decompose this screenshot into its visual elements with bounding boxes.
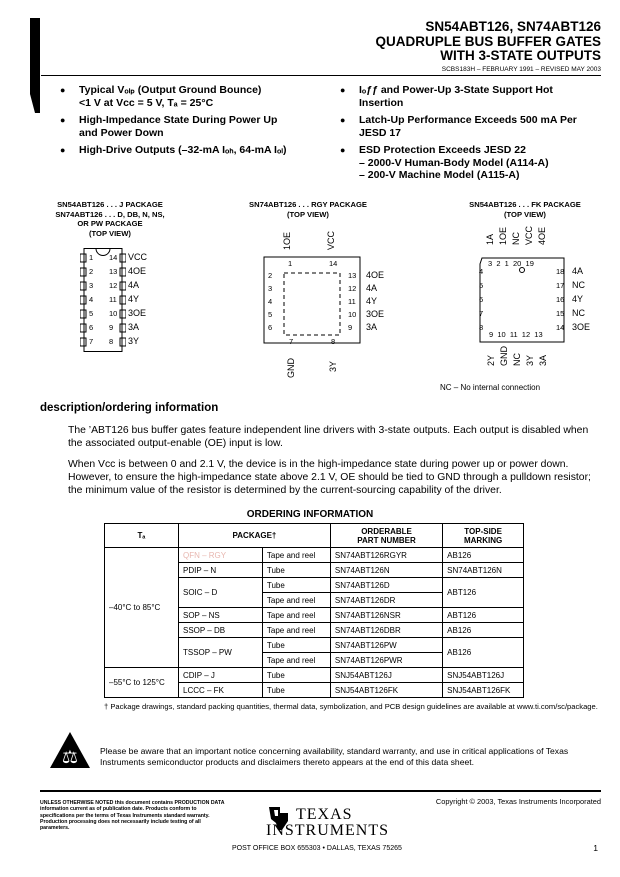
pin-number: 11 xyxy=(348,297,356,306)
svg-text:⚖: ⚖ xyxy=(61,747,79,768)
pin-number: 8 xyxy=(479,323,484,332)
pin-name: 4A xyxy=(366,283,378,293)
pin-number: 9 xyxy=(109,323,114,332)
j-package-title: SN54ABT126 . . . J PACKAGE SN74ABT126 . . . D, DB, N, NS, OR PW PACKAGE (TOP VIEW) xyxy=(55,200,165,238)
pin-pad xyxy=(80,324,86,332)
pin-name-vertical: GND xyxy=(499,346,509,366)
page-number: 1 xyxy=(593,843,598,853)
pin-number: 3 xyxy=(268,284,273,293)
copyright: Copyright © 2003, Texas Instruments Incorporated xyxy=(435,797,601,806)
pkg-cell: PDIP – N xyxy=(179,563,263,578)
pin-number: 16 xyxy=(556,295,565,304)
part-cell: SN74ABT126PWR xyxy=(330,653,442,668)
pin-number: 8 xyxy=(109,337,114,346)
logo-instruments: INSTRUMENTS xyxy=(266,822,390,839)
col-part: ORDERABLE PART NUMBER xyxy=(330,524,442,548)
pin-name-vertical: GND xyxy=(286,358,296,378)
pin-name-vertical: 2Y xyxy=(486,354,496,366)
pin-name: 3A xyxy=(128,322,140,332)
pin-pad xyxy=(80,310,86,318)
pin-name: 4Y xyxy=(128,294,140,304)
feature-item: ● Typical Vₒₗₚ (Output Ground Bounce) <1 V at Vᴄᴄ = 5 V, Tₐ = 25°C xyxy=(60,84,330,109)
pin-number: 9 xyxy=(348,323,353,332)
pin-name: 3OE xyxy=(572,322,591,332)
col-marking: TOP-SIDE MARKING xyxy=(443,524,524,548)
description-heading: description/ordering information xyxy=(40,402,219,414)
pin-number: 6 xyxy=(268,323,273,332)
pin-name: 3Y xyxy=(128,336,140,346)
pin-number: 13 xyxy=(348,271,357,280)
part-cell: SNJ54ABT126J xyxy=(330,668,442,683)
pin-number: 2 xyxy=(268,271,273,280)
pin-number: 4 xyxy=(89,295,94,304)
pin-pad xyxy=(120,282,126,290)
part-cell: SN74ABT126D xyxy=(330,578,442,593)
esd-sub-item: – 2000-V Human-Body Model (A114-A) xyxy=(359,156,549,169)
pin-name-vertical: NC xyxy=(512,353,522,366)
pin-number-row: 3 2 1 20 19 xyxy=(488,259,534,268)
pkg-cell: SSOP – DB xyxy=(179,623,263,638)
pin-number: 7 xyxy=(89,337,94,346)
pin-number: 4 xyxy=(479,267,484,276)
pkg-cell: TSSOP – PW xyxy=(179,638,263,668)
header-rule xyxy=(41,75,601,76)
pkg-cell: LCCC – FK xyxy=(179,683,263,698)
ta-range: –55°C to 125°C xyxy=(105,668,179,698)
pin-pad xyxy=(120,268,126,276)
fk-package-title: SN54ABT126 . . . FK PACKAGE (TOP VIEW) xyxy=(469,200,581,219)
esd-sublist xyxy=(359,157,610,182)
media-cell: Tape and reel xyxy=(262,623,330,638)
pin-name-vertical: 3Y xyxy=(328,360,338,372)
table-footnote: † Package drawings, standard packing quantities, thermal data, symbolization, and PCB design guidelines are available at www.ti.com/sc/package. xyxy=(104,702,598,711)
part-cell: SNJ54ABT126FK xyxy=(330,683,442,698)
mark-cell: SNJ54ABT126J xyxy=(443,668,524,683)
pin-name: NC xyxy=(572,308,585,318)
pin-name: 3OE xyxy=(366,309,385,319)
pin-number: 14 xyxy=(329,259,338,268)
mark-cell: SN74ABT126N xyxy=(443,563,524,578)
pin-name-vertical: 1OE xyxy=(282,231,292,250)
pin-number: 7 xyxy=(289,337,294,346)
pin-pad xyxy=(120,338,126,346)
rgy-package-outline xyxy=(262,255,362,375)
feature-item: ● ESD Protection Exceeds JESD 22 – 2000-V Human-Body Model (A114-A) – 200-V Machine Model (A115-A) xyxy=(340,144,610,182)
pin-number: 7 xyxy=(479,309,484,318)
part-cell: SN74ABT126DR xyxy=(330,593,442,608)
pin-name: 4OE xyxy=(128,266,147,276)
media-cell: Tube xyxy=(262,668,330,683)
pin-name-vertical: VCC xyxy=(326,230,336,250)
part-cell: SN74ABT126DBR xyxy=(330,623,442,638)
media-cell: Tube xyxy=(262,638,330,653)
pin-name: 3A xyxy=(366,322,378,332)
part-number-line: SN54ABT126, SN74ABT126 xyxy=(425,19,601,34)
pin-name-vertical: 1OE xyxy=(498,226,508,245)
pin-name-vertical: VCC xyxy=(524,225,534,245)
pin-name-vertical: NC xyxy=(511,232,521,245)
pin-name-vertical: 4OE xyxy=(537,226,547,245)
pin-name-vertical: 1A xyxy=(485,233,495,245)
j-package-outline xyxy=(80,248,126,352)
pin-number: 5 xyxy=(89,309,94,318)
pin-name: VCC xyxy=(128,252,148,262)
features-left xyxy=(60,84,330,162)
pin-pad xyxy=(120,254,126,262)
document-revision-line: SCBS183H – FEBRUARY 1991 – REVISED MAY 2003 xyxy=(441,66,601,73)
pin-number: 10 xyxy=(109,309,118,318)
media-cell: Tube xyxy=(262,683,330,698)
pin-pad xyxy=(80,254,86,262)
col-package: PACKAGE† xyxy=(179,524,331,548)
pin-number: 14 xyxy=(109,253,118,262)
features-right xyxy=(340,84,610,187)
pin-pad xyxy=(80,296,86,304)
media-cell: Tube xyxy=(262,563,330,578)
media-cell: Tape and reel xyxy=(262,593,330,608)
rgy-package-title: SN74ABT126 . . . RGY PACKAGE (TOP VIEW) xyxy=(249,200,367,219)
mark-cell: AB126 xyxy=(443,548,524,563)
pin-name: 4A xyxy=(572,266,584,276)
mark-cell: ABT126 xyxy=(443,608,524,623)
mark-cell: AB126 xyxy=(443,638,524,668)
pin-number: 18 xyxy=(556,267,565,276)
warning-triangle-icon xyxy=(48,730,92,770)
media-cell: Tape and reel xyxy=(262,653,330,668)
table-row xyxy=(105,668,524,683)
pin-pad xyxy=(120,324,126,332)
ordering-title: ORDERING INFORMATION xyxy=(246,509,374,520)
title-line-2: WITH 3-STATE OUTPUTS xyxy=(440,48,601,63)
pin-number: 2 xyxy=(89,267,94,276)
pin-number: 1 xyxy=(288,259,293,268)
pin-number: 17 xyxy=(556,281,565,290)
pin-number: 15 xyxy=(556,309,565,318)
header-black-bar xyxy=(30,18,40,113)
title-line-1: QUADRUPLE BUS BUFFER GATES xyxy=(375,34,601,49)
pkg-cell: QFN – RGY xyxy=(179,548,263,563)
pin-number: 10 xyxy=(348,310,357,319)
pin-number: 5 xyxy=(479,281,484,290)
description-para-1: The ’ABT126 bus buffer gates feature independent line drivers with 3-state outputs. Each output is disabled when the associated output-enable (OE) input is low. xyxy=(68,425,589,449)
pin-pad xyxy=(120,310,126,318)
pin-number: 3 xyxy=(89,281,94,290)
pin-name: 3OE xyxy=(128,308,147,318)
pin-name-vertical: 3Y xyxy=(525,354,535,366)
pin-name-vertical: 3A xyxy=(538,354,548,366)
pin-pad xyxy=(80,338,86,346)
description-para-2: When Vᴄᴄ is between 0 and 2.1 V, the device is in the high-impedance state during power up or power down. However, to ensure the high-impedance state above 2.1 V, OE should be tied to GND through a pulldown resistor; the minimum value of the resistor is determined by the current-sourcing capability of the driver. xyxy=(68,459,591,496)
part-cell: SN74ABT126RGYR xyxy=(330,548,442,563)
part-cell: SN74ABT126N xyxy=(330,563,442,578)
media-cell: Tube xyxy=(262,578,330,593)
pin-number: 1 xyxy=(89,253,94,262)
pin-pad xyxy=(80,268,86,276)
pin-number: 5 xyxy=(268,310,273,319)
pkg-cell: CDIP – J xyxy=(179,668,263,683)
footer-rule xyxy=(40,790,601,792)
pkg-cell: SOP – NS xyxy=(179,608,263,623)
logo-texas: TEXAS xyxy=(296,806,353,823)
nc-note: NC – No internal connection xyxy=(440,383,541,392)
feature-item: ● High-Impedance State During Power Up and Power Down xyxy=(60,114,330,139)
feature-item: ● Latch-Up Performance Exceeds 500 mA Per JESD 17 xyxy=(340,114,610,139)
mark-cell: AB126 xyxy=(443,623,524,638)
feature-item: ● High-Drive Outputs (–32-mA Iₒₕ, 64-mA Iₒₗ) xyxy=(60,144,330,157)
media-cell: Tape and reel xyxy=(262,608,330,623)
pkg-cell: SOIC – D xyxy=(179,578,263,608)
part-cell: SN74ABT126PW xyxy=(330,638,442,653)
pin-pad xyxy=(120,296,126,304)
pin-number-row: 9 10 11 12 13 xyxy=(489,330,543,339)
pin-number: 8 xyxy=(331,337,336,346)
pin-number: 6 xyxy=(89,323,94,332)
col-ta: Tₐ xyxy=(105,524,179,548)
pin-name: 4OE xyxy=(366,270,385,280)
pin-number: 4 xyxy=(268,297,273,306)
table-row xyxy=(105,548,524,563)
media-cell: Tape and reel xyxy=(262,548,330,563)
pin-name: NC xyxy=(572,280,585,290)
esd-sub-item: – 200-V Machine Model (A115-A) xyxy=(359,169,520,181)
pin-name: 4Y xyxy=(572,294,584,304)
ordering-table xyxy=(104,523,524,698)
feature-item: ● Iₒƒƒ and Power-Up 3-State Support Hot Insertion xyxy=(340,84,610,109)
mark-cell: SNJ54ABT126FK xyxy=(443,683,524,698)
pin-number: 12 xyxy=(109,281,118,290)
pin-number: 13 xyxy=(109,267,118,276)
mark-cell: ABT126 xyxy=(443,578,524,608)
part-cell: SN74ABT126NSR xyxy=(330,608,442,623)
pin-number: 6 xyxy=(479,295,484,304)
important-notice: Please be aware that an important notice concerning availability, standard warranty, and use in critical applications of Texas Instruments semiconductor products and disclaimers thereto appears at the end of this data sheet. xyxy=(100,746,569,767)
pin-number: 14 xyxy=(556,323,565,332)
pin-number: 11 xyxy=(109,295,117,304)
ta-range: –40°C to 85°C xyxy=(105,548,179,668)
pin-name: 4Y xyxy=(366,296,378,306)
footer-address: POST OFFICE BOX 655303 • DALLAS, TEXAS 75265 xyxy=(232,845,402,852)
pin-pad xyxy=(80,282,86,290)
production-data-notice: UNLESS OTHERWISE NOTED this document contains PRODUCTION DATA information current as of publication date. Products conform to specifications per the terms of Texas Instruments standard warranty. Production processing does not necessarily include testing of all parameters. xyxy=(40,800,225,832)
pin-name: 4A xyxy=(128,280,140,290)
pin-number: 12 xyxy=(348,284,357,293)
